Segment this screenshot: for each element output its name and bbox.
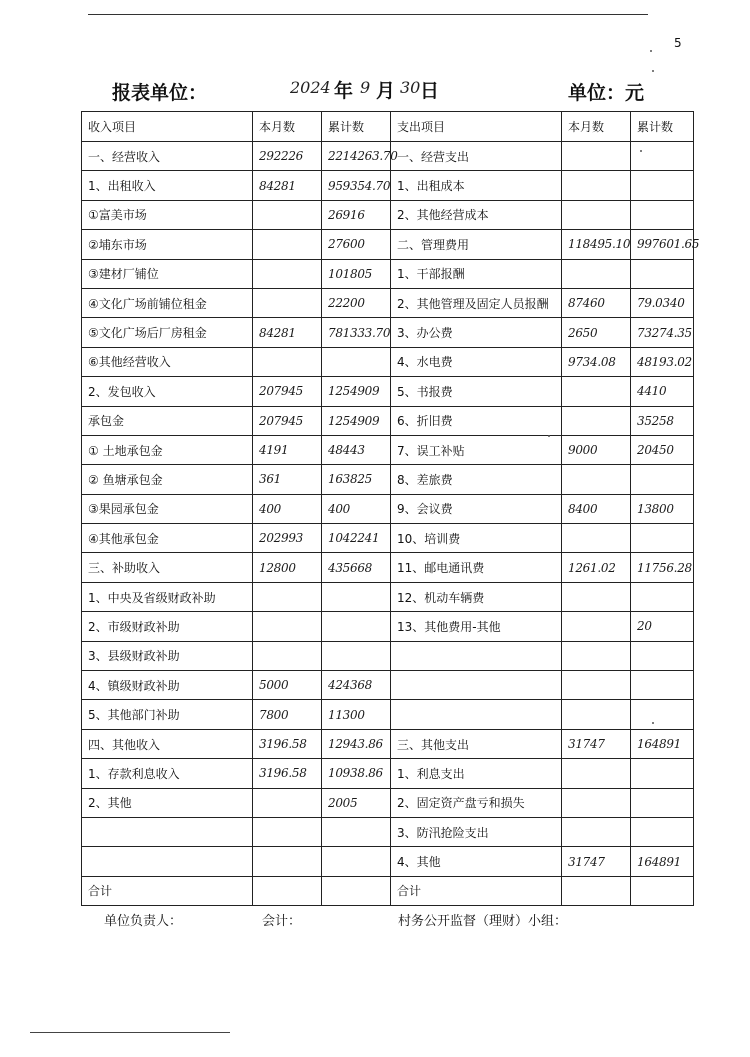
cell-income-cumulative — [322, 817, 391, 846]
cell-income-cumulative — [322, 582, 391, 611]
cell-expense-month — [562, 759, 631, 788]
cell-expense-cumulative — [631, 142, 694, 171]
table-row — [82, 788, 694, 817]
cell-income-month — [253, 788, 322, 817]
cell-income-month: 361 — [253, 465, 322, 494]
cell-income-month — [253, 288, 322, 317]
cell-income-month: 4191 — [253, 435, 322, 464]
table-row — [82, 259, 694, 288]
cell-income-cumulative: 101805 — [322, 259, 391, 288]
cell-income-cumulative: 1042241 — [322, 524, 391, 553]
cell-income-item: ③果园承包金 — [82, 494, 253, 523]
cell-income-cumulative — [322, 847, 391, 876]
cell-expense-item: 2、其他经营成本 — [391, 200, 562, 229]
day-char: 日 — [420, 80, 440, 102]
cell-income-item: 三、补助收入 — [82, 553, 253, 582]
cell-income-month — [253, 582, 322, 611]
cell-expense-item: 2、其他管理及固定人员报酬 — [391, 288, 562, 317]
cell-expense-cumulative — [631, 700, 694, 729]
table-row — [82, 230, 694, 259]
cell-expense-cumulative — [631, 876, 694, 905]
cell-expense-month — [562, 817, 631, 846]
cell-expense-cumulative: 79.0340 — [631, 288, 694, 317]
cell-income-item: ⑥其他经营收入 — [82, 347, 253, 376]
cell-income-item: 四、其他收入 — [82, 729, 253, 758]
report-month: 9 — [360, 78, 371, 97]
cell-income-cumulative — [322, 347, 391, 376]
cell-income-item: 2、发包收入 — [82, 377, 253, 406]
cell-expense-month — [562, 171, 631, 200]
cell-expense-month — [562, 259, 631, 288]
cell-income-cumulative: 781333.70 — [322, 318, 391, 347]
cell-income-item: 2、市级财政补助 — [82, 612, 253, 641]
table-row — [82, 641, 694, 670]
cell-expense-month — [562, 641, 631, 670]
cell-expense-cumulative: 997601.65 — [631, 230, 694, 259]
cell-expense-item: 三、其他支出 — [391, 729, 562, 758]
cell-expense-cumulative — [631, 465, 694, 494]
cell-income-month: 84281 — [253, 318, 322, 347]
currency-unit-label: 单位：元 — [568, 82, 645, 104]
cell-income-cumulative: 959354.70 — [322, 171, 391, 200]
cell-income-cumulative: 2214263.70 — [322, 142, 391, 171]
cell-income-month: 3196.58 — [253, 759, 322, 788]
table-row — [82, 377, 694, 406]
cell-income-item: ① 土地承包金 — [82, 435, 253, 464]
cell-expense-month — [562, 377, 631, 406]
cell-income-month: 202993 — [253, 524, 322, 553]
cell-expense-month — [562, 671, 631, 700]
cell-income-cumulative: 12943.86 — [322, 729, 391, 758]
cell-income-month — [253, 817, 322, 846]
cell-income-month — [253, 200, 322, 229]
cell-income-cumulative: 435668 — [322, 553, 391, 582]
cell-expense-item: 1、干部报酬 — [391, 259, 562, 288]
cell-income-month — [253, 347, 322, 376]
cell-expense-month — [562, 876, 631, 905]
supervision-group-label: 村务公开监督（理财）小组： — [398, 914, 568, 929]
cell-income-item: ②埔东市场 — [82, 230, 253, 259]
cell-expense-item: 6、折旧费 — [391, 406, 562, 435]
column-header-expense-cumulative: 累计数 — [631, 112, 694, 142]
cell-income-month: 207945 — [253, 406, 322, 435]
cell-expense-cumulative — [631, 200, 694, 229]
column-header-income-item: 收入项目 — [82, 112, 253, 142]
table-row — [82, 759, 694, 788]
cell-expense-item: 2、固定资产盘亏和损失 — [391, 788, 562, 817]
cell-income-month — [253, 612, 322, 641]
cell-expense-month: 31747 — [562, 729, 631, 758]
cell-expense-month: 8400 — [562, 494, 631, 523]
table-row — [82, 465, 694, 494]
cell-expense-month: 31747 — [562, 847, 631, 876]
cell-expense-cumulative — [631, 641, 694, 670]
table-row — [82, 671, 694, 700]
cell-expense-cumulative: 48193.02 — [631, 347, 694, 376]
cell-income-cumulative — [322, 876, 391, 905]
table-row — [82, 200, 694, 229]
table-row — [82, 171, 694, 200]
cell-income-item: 1、中央及省级财政补助 — [82, 582, 253, 611]
cell-expense-cumulative — [631, 171, 694, 200]
cell-income-cumulative: 1254909 — [322, 406, 391, 435]
cell-income-cumulative: 400 — [322, 494, 391, 523]
cell-expense-cumulative: 20450 — [631, 435, 694, 464]
cell-income-cumulative: 10938.86 — [322, 759, 391, 788]
column-header-expense-item: 支出项目 — [391, 112, 562, 142]
cell-expense-item: 9、会议费 — [391, 494, 562, 523]
cell-expense-cumulative: 11756.28 — [631, 553, 694, 582]
report-year: 2024 — [290, 78, 331, 97]
cell-expense-month: 9000 — [562, 435, 631, 464]
report-day: 30 — [400, 78, 421, 97]
cell-expense-month: 87460 — [562, 288, 631, 317]
cell-expense-month — [562, 700, 631, 729]
cell-expense-item: 4、其他 — [391, 847, 562, 876]
cell-income-month: 292226 — [253, 142, 322, 171]
cell-expense-cumulative — [631, 671, 694, 700]
scan-speck — [640, 150, 642, 152]
cell-income-cumulative: 27600 — [322, 230, 391, 259]
cell-income-item: 承包金 — [82, 406, 253, 435]
cell-expense-item: 8、差旅费 — [391, 465, 562, 494]
table-row — [82, 288, 694, 317]
cell-income-item: ⑤文化广场后厂房租金 — [82, 318, 253, 347]
reporting-unit-label: 报表单位： — [112, 82, 208, 104]
cell-expense-month: 1261.02 — [562, 553, 631, 582]
table-row — [82, 347, 694, 376]
table-row — [82, 729, 694, 758]
table-row — [82, 847, 694, 876]
income-expense-table — [81, 111, 700, 906]
cell-income-item: 3、县级财政补助 — [82, 641, 253, 670]
cell-expense-month: 9734.08 — [562, 347, 631, 376]
scan-speck — [652, 722, 654, 724]
cell-income-item: 5、其他部门补助 — [82, 700, 253, 729]
cell-expense-cumulative: 164891 — [631, 729, 694, 758]
table-row — [82, 553, 694, 582]
cell-income-month: 5000 — [253, 671, 322, 700]
table-header-row — [82, 112, 694, 142]
cell-expense-item: 1、利息支出 — [391, 759, 562, 788]
table-row — [82, 494, 694, 523]
cell-income-month — [253, 641, 322, 670]
cell-income-item — [82, 817, 253, 846]
cell-expense-item: 二、管理费用 — [391, 230, 562, 259]
cell-income-item: 1、出租收入 — [82, 171, 253, 200]
cell-expense-month — [562, 582, 631, 611]
cell-income-cumulative: 11300 — [322, 700, 391, 729]
cell-income-cumulative: 424368 — [322, 671, 391, 700]
cell-expense-item: 一、经营支出 — [391, 142, 562, 171]
cell-income-month — [253, 230, 322, 259]
year-char: 年 — [334, 80, 354, 102]
cell-income-cumulative: 26916 — [322, 200, 391, 229]
cell-expense-cumulative — [631, 582, 694, 611]
table-row — [82, 876, 694, 905]
cell-expense-month — [562, 200, 631, 229]
column-header-income-cumulative: 累计数 — [322, 112, 391, 142]
cell-expense-cumulative: 4410 — [631, 377, 694, 406]
cell-expense-month: 118495.10 — [562, 230, 631, 259]
cell-income-month: 7800 — [253, 700, 322, 729]
cell-income-item: ③建材厂铺位 — [82, 259, 253, 288]
cell-expense-item: 3、办公费 — [391, 318, 562, 347]
cell-expense-cumulative: 73274.35 — [631, 318, 694, 347]
cell-expense-item — [391, 641, 562, 670]
table-row — [82, 817, 694, 846]
cell-income-item: 合计 — [82, 876, 253, 905]
cell-expense-item — [391, 700, 562, 729]
cell-income-month: 207945 — [253, 377, 322, 406]
scan-speck — [548, 435, 550, 437]
cell-expense-cumulative — [631, 817, 694, 846]
cell-income-item: ④文化广场前铺位租金 — [82, 288, 253, 317]
cell-income-cumulative — [322, 612, 391, 641]
cell-expense-month — [562, 524, 631, 553]
page-number: 5 — [674, 36, 682, 50]
cell-expense-item: 12、机动车辆费 — [391, 582, 562, 611]
cell-expense-cumulative — [631, 759, 694, 788]
cell-income-month — [253, 847, 322, 876]
cell-income-cumulative: 48443 — [322, 435, 391, 464]
cell-income-cumulative: 1254909 — [322, 377, 391, 406]
cell-income-item: 2、其他 — [82, 788, 253, 817]
cell-income-item: ①富美市场 — [82, 200, 253, 229]
cell-income-item — [82, 847, 253, 876]
scan-speck — [650, 50, 652, 52]
cell-expense-item: 3、防汛抢险支出 — [391, 817, 562, 846]
cell-expense-item: 10、培训费 — [391, 524, 562, 553]
cell-expense-item: 11、邮电通讯费 — [391, 553, 562, 582]
cell-expense-cumulative: 164891 — [631, 847, 694, 876]
cell-expense-month — [562, 788, 631, 817]
cell-expense-item: 5、书报费 — [391, 377, 562, 406]
cell-expense-item: 13、其他费用-其他 — [391, 612, 562, 641]
cell-income-cumulative: 163825 — [322, 465, 391, 494]
cell-income-item: 一、经营收入 — [82, 142, 253, 171]
cell-income-item: 1、存款利息收入 — [82, 759, 253, 788]
cell-expense-cumulative: 35258 — [631, 406, 694, 435]
month-char: 月 — [376, 80, 396, 102]
cell-income-month — [253, 259, 322, 288]
cell-expense-cumulative — [631, 259, 694, 288]
table-row — [82, 582, 694, 611]
scan-speck — [652, 70, 654, 72]
cell-expense-month — [562, 142, 631, 171]
cell-income-item: ④其他承包金 — [82, 524, 253, 553]
table-row — [82, 406, 694, 435]
cell-expense-month — [562, 612, 631, 641]
cell-expense-item: 4、水电费 — [391, 347, 562, 376]
cell-income-item: 4、镇级财政补助 — [82, 671, 253, 700]
cell-expense-month — [562, 406, 631, 435]
table-row — [82, 318, 694, 347]
table-row — [82, 142, 694, 171]
responsible-person-label: 单位负责人： — [104, 914, 183, 929]
table-row — [82, 524, 694, 553]
scan-top-rule — [88, 14, 648, 15]
cell-expense-item: 合计 — [391, 876, 562, 905]
cell-expense-item — [391, 671, 562, 700]
cell-income-month: 12800 — [253, 553, 322, 582]
cell-income-month — [253, 876, 322, 905]
cell-income-month: 400 — [253, 494, 322, 523]
cell-income-cumulative: 22200 — [322, 288, 391, 317]
cell-income-month: 84281 — [253, 171, 322, 200]
column-header-income-month: 本月数 — [253, 112, 322, 142]
scan-bottom-rule — [30, 1032, 230, 1033]
cell-expense-cumulative — [631, 524, 694, 553]
cell-expense-month — [562, 465, 631, 494]
cell-expense-cumulative — [631, 788, 694, 817]
cell-expense-cumulative: 13800 — [631, 494, 694, 523]
accountant-label: 会计： — [262, 914, 302, 929]
cell-income-month: 3196.58 — [253, 729, 322, 758]
table-row — [82, 612, 694, 641]
cell-income-cumulative — [322, 641, 391, 670]
cell-income-item: ② 鱼塘承包金 — [82, 465, 253, 494]
cell-expense-item: 1、出租成本 — [391, 171, 562, 200]
column-header-expense-month: 本月数 — [562, 112, 631, 142]
table-row — [82, 700, 694, 729]
cell-expense-item: 7、误工补贴 — [391, 435, 562, 464]
cell-income-cumulative: 2005 — [322, 788, 391, 817]
cell-expense-month: 2650 — [562, 318, 631, 347]
cell-expense-cumulative: 20 — [631, 612, 694, 641]
table-row — [82, 435, 694, 464]
